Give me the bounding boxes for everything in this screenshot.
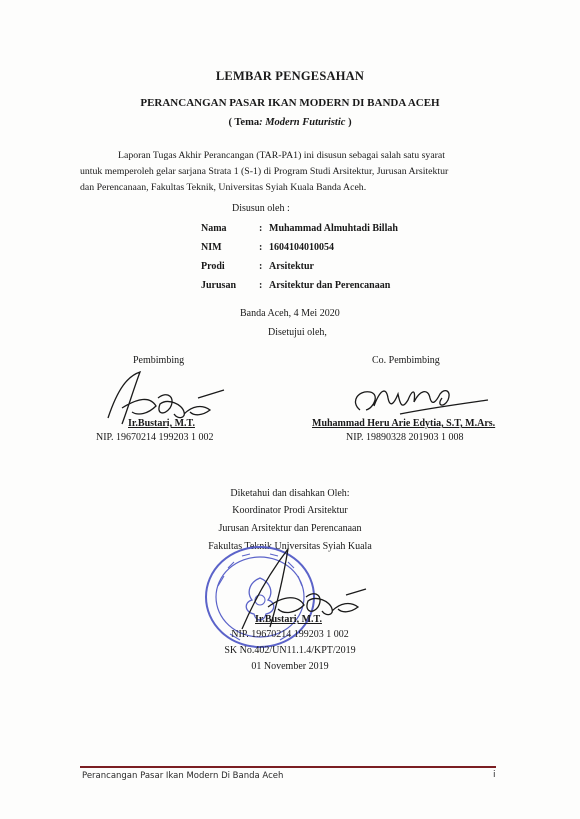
info-value: Muhammad Almuhtadi Billah [269,223,398,234]
info-value: Arsitektur [269,261,314,272]
info-key: Prodi [201,261,225,272]
info-value: Arsitektur dan Perencanaan [269,280,391,291]
coordinator-line-2: Koordinator Prodi Arsitektur [232,505,348,516]
info-colon: : [259,261,263,272]
theme-suffix: ) [345,117,352,128]
page-title: LEMBAR PENGESAHAN [215,69,365,83]
theme-prefix: ( Tema [228,117,260,128]
intro-paragraph [80,148,500,196]
supervisor-name: Ir.Bustari, M.T. [128,418,195,429]
co-supervisor-signature [340,380,490,420]
theme-value: : Modern Futuristic [259,117,346,128]
supervisor-label: Pembimbing [133,355,185,366]
info-key: Jurusan [201,280,237,291]
coordinator-sk: SK No.402/UN11.1.4/KPT/2019 [224,645,356,656]
info-colon: : [259,242,263,253]
footer-title: Perancangan Pasar Ikan Modern Di Banda Aceh [82,771,284,781]
info-value: 1604104010054 [269,242,334,253]
approved-label: Disetujui oleh, [268,327,327,338]
approval-date: Banda Aceh, 4 Mei 2020 [240,308,340,319]
document-subtitle: PERANCANGAN PASAR IKAN MODERN DI BANDA ACEH [140,97,440,109]
intro-line-2: untuk memperoleh gelar sarjana Strata 1 (S-1) di Program Studi Arsitektur, Jurusan Arsitektur [80,166,449,177]
coordinator-nip: NIP. 19670214 199203 1 002 [231,629,349,640]
co-supervisor-name: Muhammad Heru Arie Edytia, S.T, M.Ars. [312,418,496,429]
coordinator-line-4: Fakultas Teknik Universitas Syiah Kuala [208,541,372,552]
info-colon: : [259,280,263,291]
disusun-label: Disusun oleh : [232,203,290,214]
info-key: NIM [201,242,222,253]
intro-line-1: Laporan Tugas Akhir Perancangan (TAR-PA1) ini disusun sebagai salah satu syarat [118,150,445,161]
coordinator-name: Ir.Bustari, M.T. [255,614,322,625]
intro-line-3: dan Perencanaan, Fakultas Teknik, Universitas Syiah Kuala Banda Aceh. [80,182,367,193]
page-number: i [493,770,496,780]
footer-rule [80,766,496,768]
coordinator-line-1: Diketahui dan disahkan Oleh: [230,488,350,499]
supervisor-nip: NIP. 19670214 199203 1 002 [96,432,214,443]
coordinator-sk-date: 01 November 2019 [251,661,329,672]
co-supervisor-label: Co. Pembimbing [372,355,440,366]
document-theme [0,117,580,128]
info-colon: : [259,223,263,234]
co-supervisor-nip: NIP. 19890328 201903 1 008 [346,432,464,443]
info-key: Nama [201,223,227,234]
coordinator-line-3: Jurusan Arsitektur dan Perencanaan [218,523,362,534]
